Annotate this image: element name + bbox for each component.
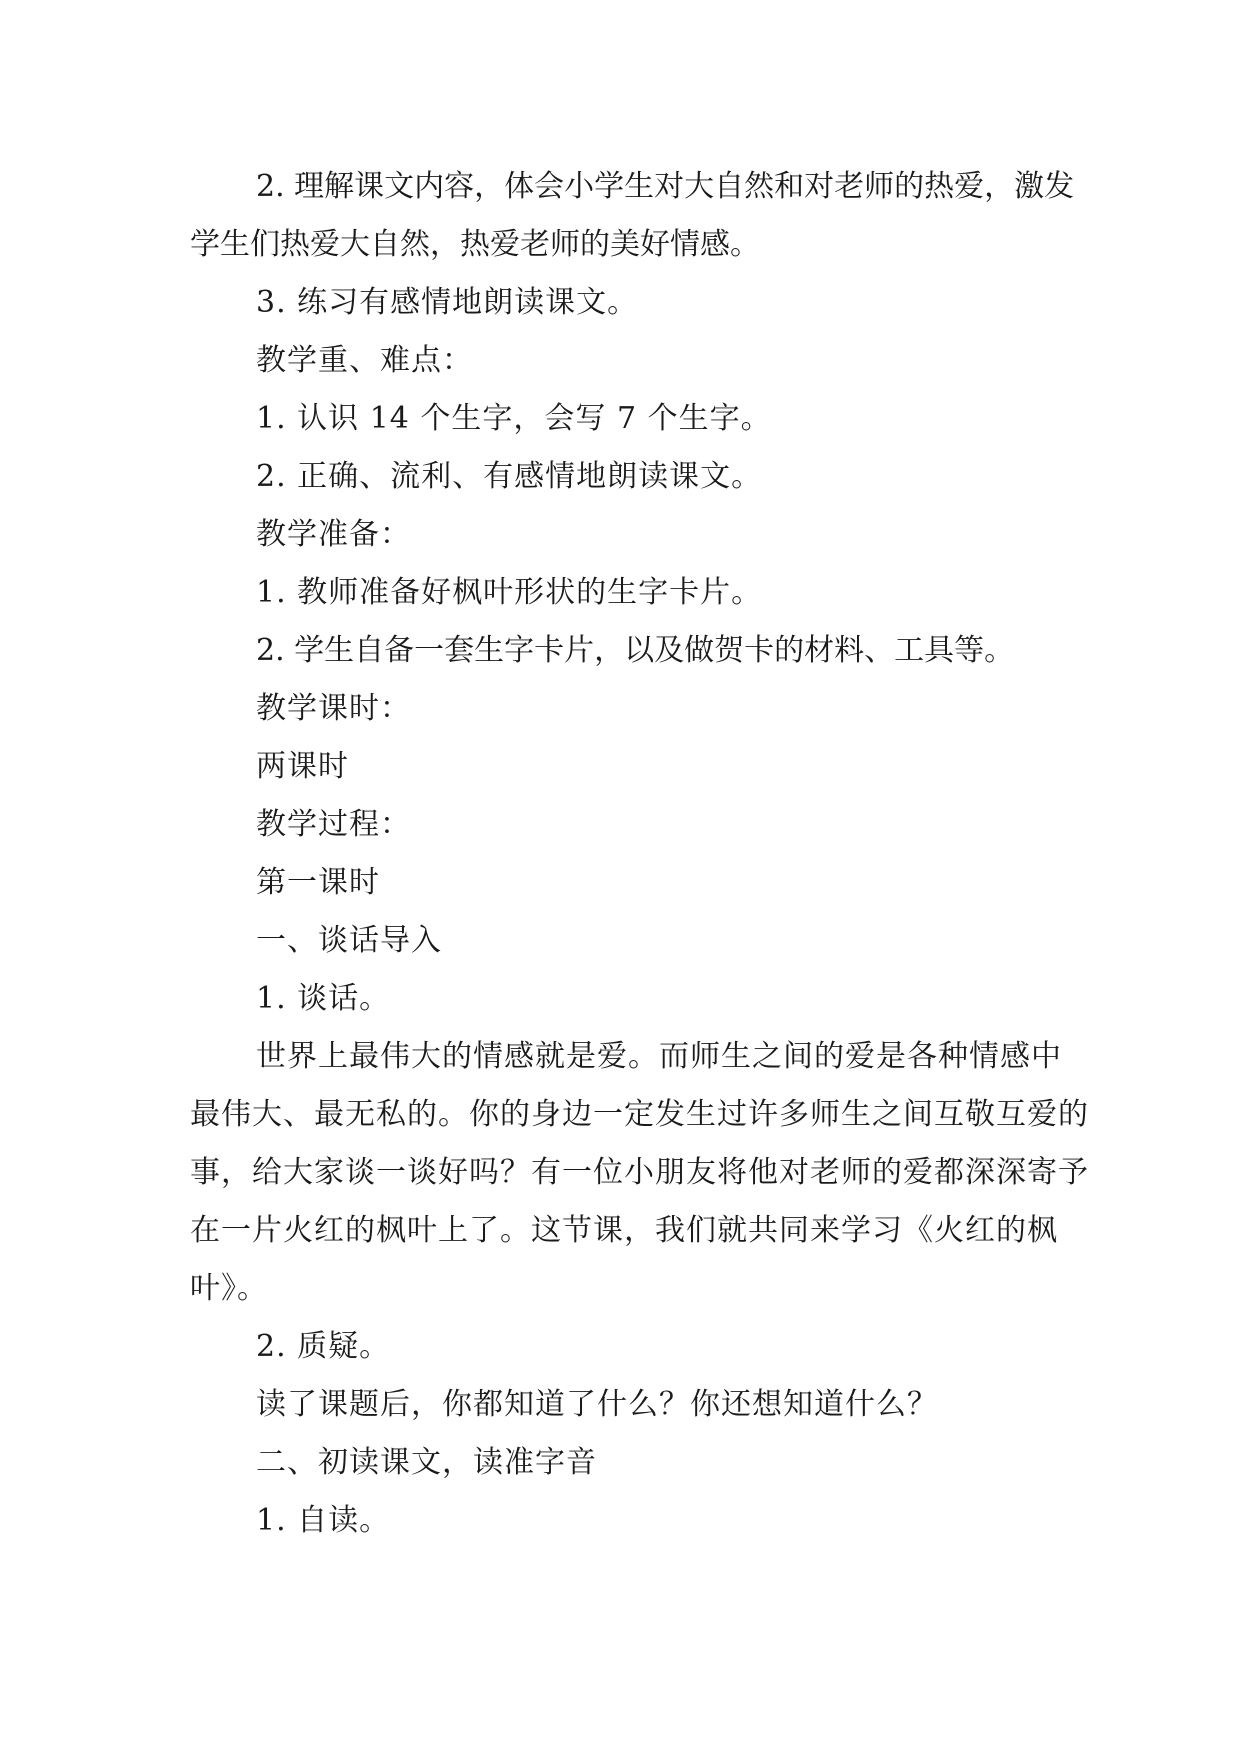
paragraph-preparation-2: 2. 学生自备一套生字卡片，以及做贺卡的材料、工具等。 <box>256 633 1015 668</box>
heading-teaching-process: 教学过程： <box>256 807 411 842</box>
paragraph-key-point-1: 1. 认识 14 个生字，会写 7 个生字。 <box>256 401 772 436</box>
paragraph-talk-content: 世界上最伟大的情感就是爱。而师生之间的爱是各种情感中最伟大、最无私的。你的身边一定发生过许多师生之间互敬互爱的事，给大家谈一谈好吗？有一位小朋友将他对老师的爱都深深寄予在一片火红的枫叶上了。这节课，我们就共同来学习《火红的枫叶》。 <box>190 1039 1089 1306</box>
heading-section-1: 一、谈话导入 <box>256 923 442 958</box>
heading-first-lesson: 第一课时 <box>256 865 380 900</box>
heading-key-points: 教学重、难点： <box>256 343 473 378</box>
paragraph-key-point-2: 2. 正确、流利、有感情地朗读课文。 <box>256 459 763 494</box>
heading-preparation: 教学准备： <box>256 517 411 552</box>
paragraph-preparation-1: 1. 教师准备好枫叶形状的生字卡片。 <box>256 575 763 610</box>
paragraph-question-content: 读了课题后，你都知道了什么？你还想知道什么？ <box>256 1387 938 1422</box>
paragraph-class-hours: 两课时 <box>256 749 349 784</box>
document-body <box>190 158 1090 1550</box>
heading-class-hours: 教学课时： <box>256 691 411 726</box>
paragraph-self-read: 1. 自读。 <box>256 1503 391 1538</box>
heading-section-2: 二、初读课文，读准字音 <box>256 1445 597 1480</box>
paragraph-objective-3: 3. 练习有感情地朗读课文。 <box>256 285 639 320</box>
paragraph-objective-2: 2. 理解课文内容，体会小学生对大自然和对老师的热爱，激发学生们热爱大自然，热爱老师的美好情感。 <box>190 169 1075 262</box>
paragraph-question: 2. 质疑。 <box>256 1329 391 1364</box>
paragraph-talk: 1. 谈话。 <box>256 981 391 1016</box>
